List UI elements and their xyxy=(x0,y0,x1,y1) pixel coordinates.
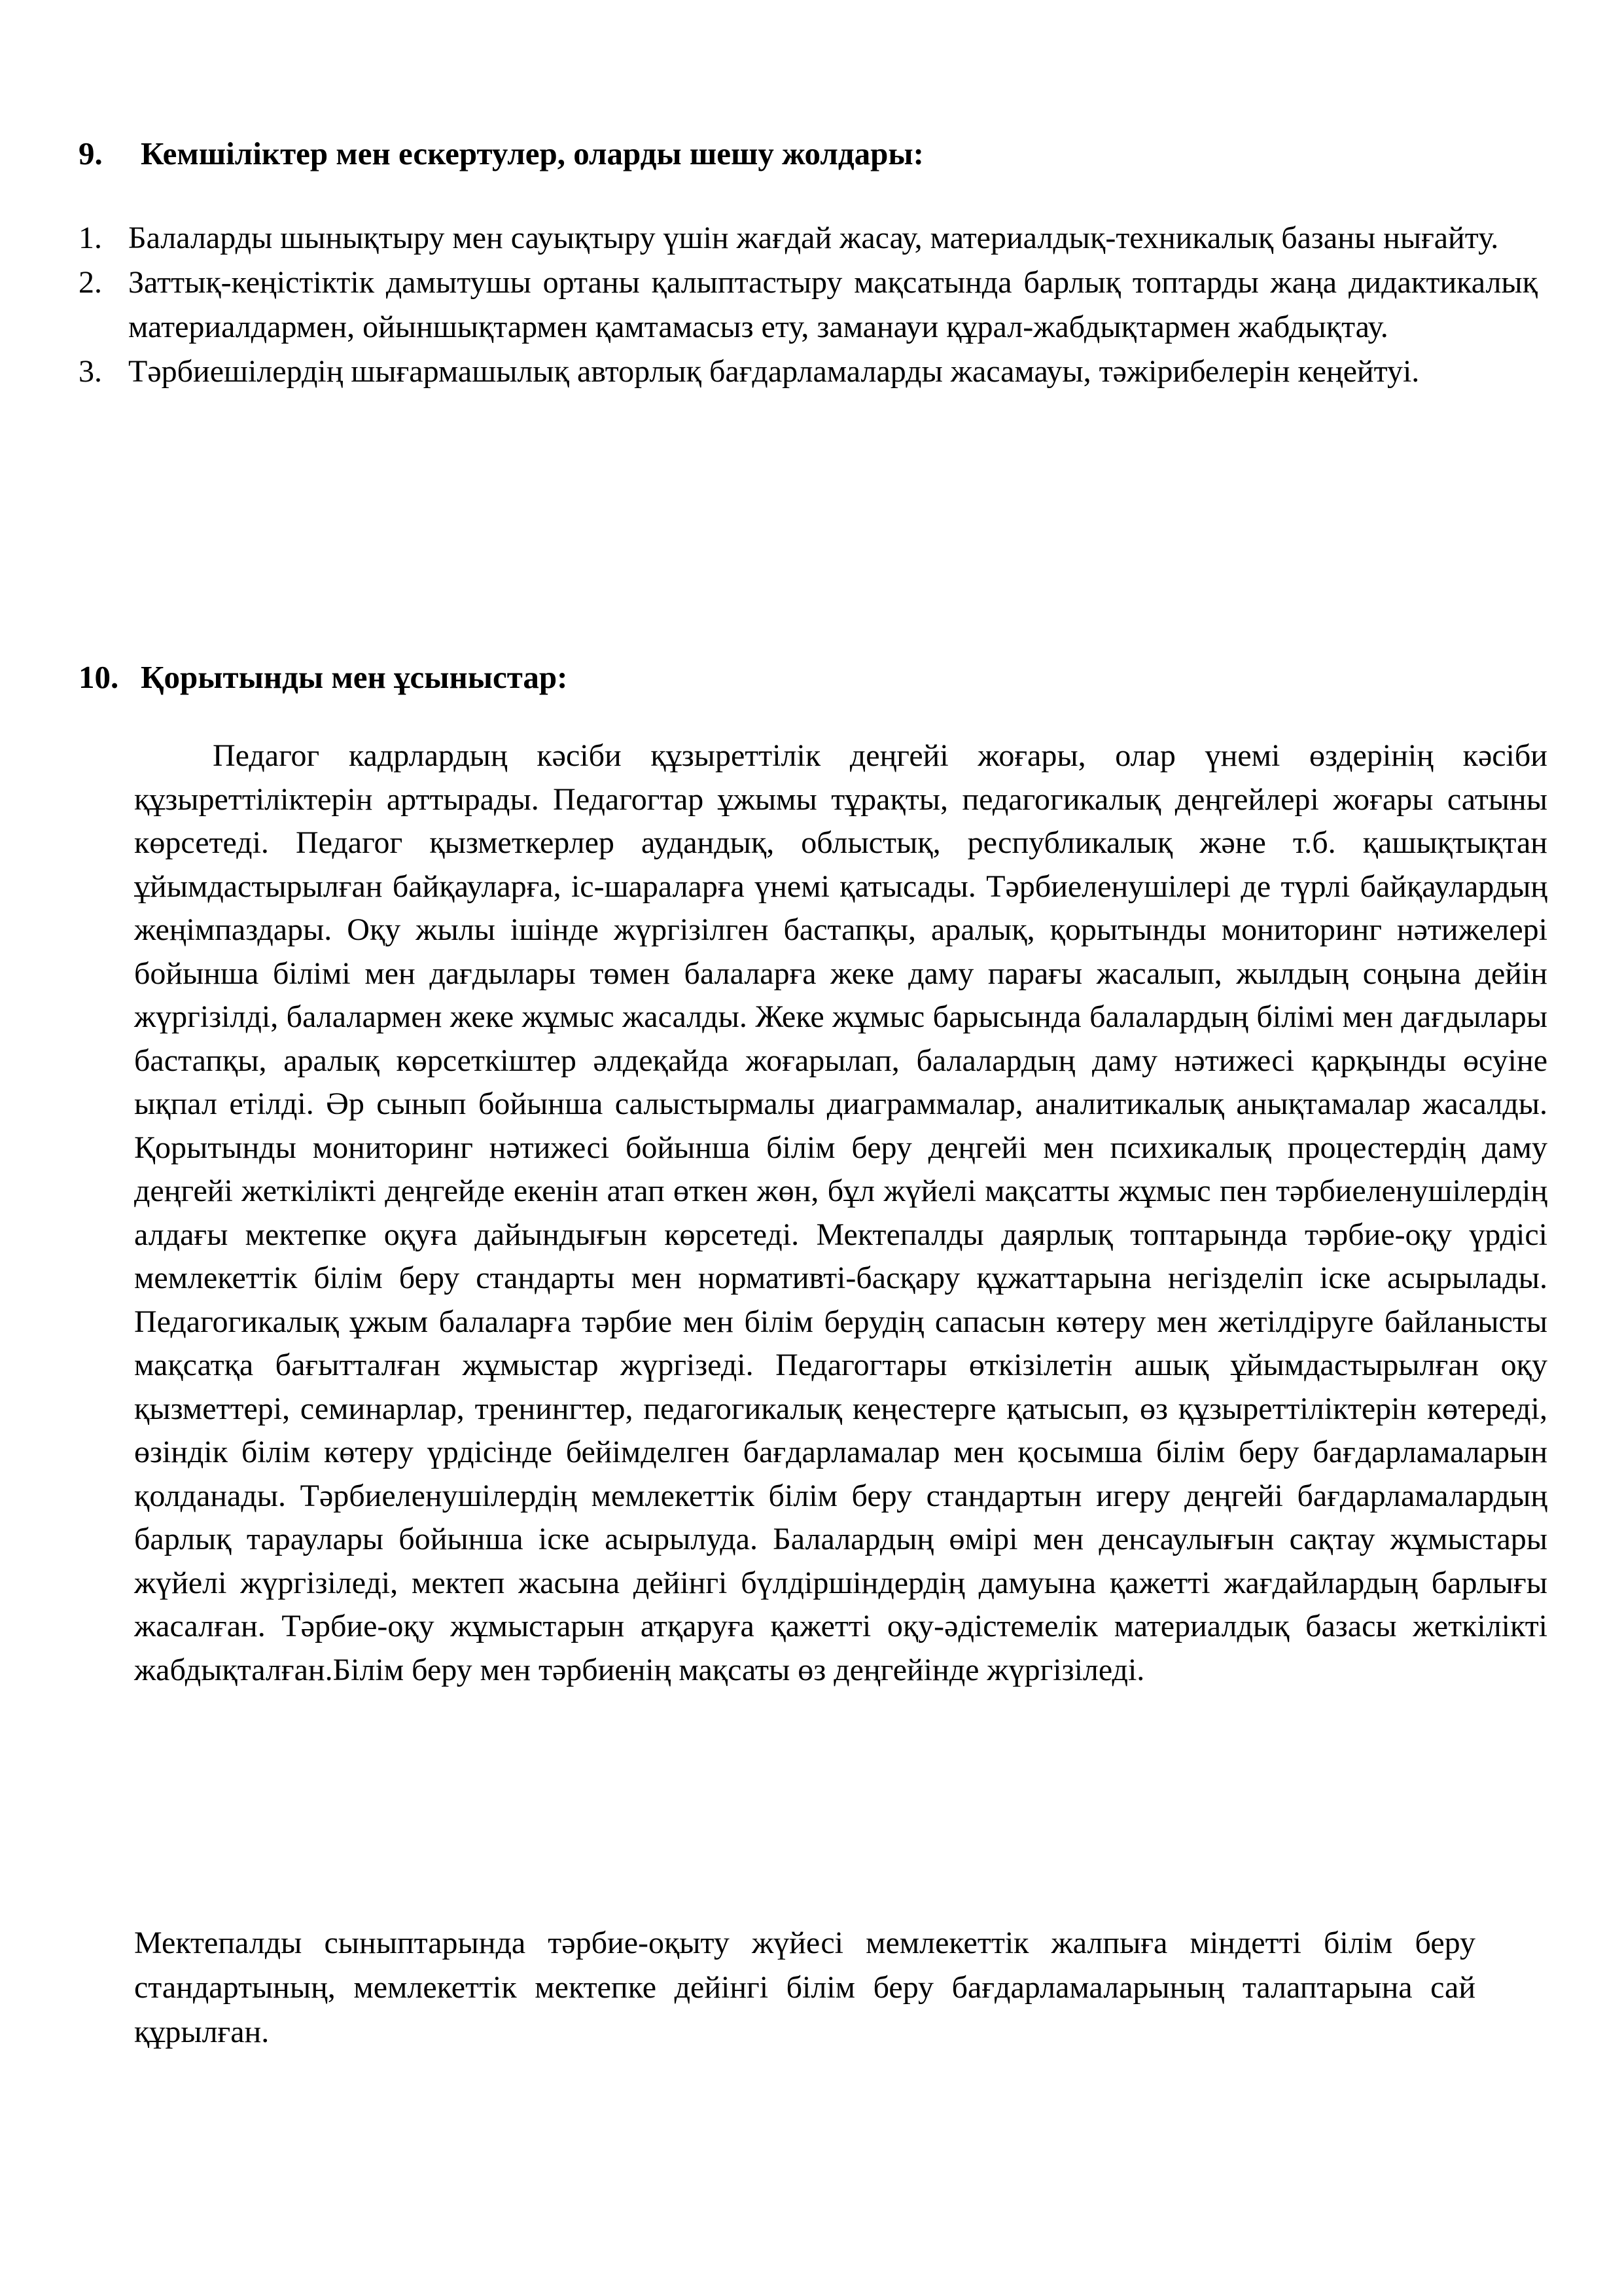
list-item-number: 3. xyxy=(79,354,102,389)
section-10-title: Қорытынды мен ұсыныстар: xyxy=(141,659,568,695)
list-item-text: Тәрбиешілердің шығармашылық авторлық бағдарламаларды жасамауы, тәжірибелерін кеңейтуі. xyxy=(128,354,1420,389)
section-9-heading xyxy=(79,134,924,173)
list-item xyxy=(79,260,1538,350)
conclusion-paragraph: Педагог кадрлардың кәсіби құзыреттілік деңгейі жоғары, олар үнемі өздерінің кәсіби құзыреттіліктерін арттырады. Педагогтар ұжымы тұрақты, педагогикалық деңгейлері жоғары сатыны көрсетеді. Педагог қызметкерлер аудандық, облыстық, республикалық және т.б. қашықтықтан ұйымдастырылған байқауларға, іс-шараларға үнемі қатысады. Тәрбиеленушілері де түрлі байқаулардың жеңімпаздары. Оқу жылы ішінде жүргізілген бастапқы, аралық, қорытынды мониторинг нәтижелері бойынша білімі мен дағдылары төмен балаларға жеке даму парағы жасалып, жылдың соңына дейін жүргізілді, балалармен жеке жұмыс жасалды. Жеке жұмыс барысында балалардың білімі мен дағдылары бастапқы, аралық көрсеткіштер әлдеқайда жоғарылап, балалардың даму нәтижесі қарқынды өсуіне ықпал етілді. Әр сынып бойынша салыстырмалы диаграммалар, аналитикалық анықтамалар жасалды. Қорытынды мониторинг нәтижесі бойынша білім беру деңгейі мен психикалық процестердің даму деңгейі жеткілікті деңгейде екенін атап өткен жөн, бұл жүйелі мақсатты жұмыс пен тәрбиеленушілердің алдағы мектепке оқуға дайындығын көрсетеді. Мектепалды даярлық топтарында тәрбие-оқу үрдісі мемлекеттік білім беру стандарты мен нормативті-басқару құжаттарына негізделіп іске асырылады. Педагогикалық ұжым балаларға тәрбие мен білім берудің сапасын көтеру мен жетілдіруге байланысты мақсатқа бағытталған жұмыстар жүргізеді. Педагогтары өткізілетін ашық ұйымдастырылған оқу қызметтері, семинарлар, тренингтер, педагогикалық кеңестерге қатысып, өз құзыреттіліктерін көтереді, өзіндік білім көтеру үрдісінде бейімделген бағдарламалар мен қосымша білім беру бағдарламаларын қолданады. Тәрбиеленушілердің мемлекеттік білім беру стандартын игеру деңгейі бағдарламалардың барлық тараулары бойынша іске асырылуда. Балалардың өмірі мен денсаулығын сақтау жұмыстары жүйелі жүргізіледі, мектеп жасына дейінгі бүлдіршіндердің дамуына қажетті жағдайлардың барлығы жасалған. Тәрбие-оқу жұмыстарын атқаруға қажетті оқу-әдістемелік материалдық базасы жеткілікті жабдықталған.Білім беру мен тәрбиенің мақсаты өз деңгейінде жүргізіледі. xyxy=(134,738,1547,1687)
section-10-heading xyxy=(79,658,567,697)
list-item-number: 2. xyxy=(79,265,102,300)
list-item xyxy=(79,216,1538,260)
shortcomings-list xyxy=(79,216,1538,394)
section-10-number: 10. xyxy=(79,659,119,695)
section-9-title: Кемшіліктер мен ескертулер, оларды шешу жолдары: xyxy=(141,135,924,171)
section-9-number: 9. xyxy=(79,135,103,171)
list-item-number: 1. xyxy=(79,221,102,255)
conclusion-paragraph-2: Мектепалды сыныптарында тәрбие-оқыту жүйесі мемлекеттік жалпыға міндетті білім беру стандартының, мемлекеттік мектепке дейінгі білім беру бағдарламаларының талаптарына сай құрылған. xyxy=(134,1926,1475,2049)
list-item xyxy=(79,350,1538,394)
list-item-text: Заттық-кеңістіктік дамытушы ортаны қалыптастыру мақсатында барлық топтарды жаңа дидактикалық материалдармен, ойыншықтармен қамтамасыз ету, заманауи құрал-жабдықтармен жабдықтау. xyxy=(128,265,1538,344)
list-item-text: Балаларды шынықтыру мен сауықтыру үшін жағдай жасау, материалдық-техникалық базаны нығайту. xyxy=(128,221,1499,255)
